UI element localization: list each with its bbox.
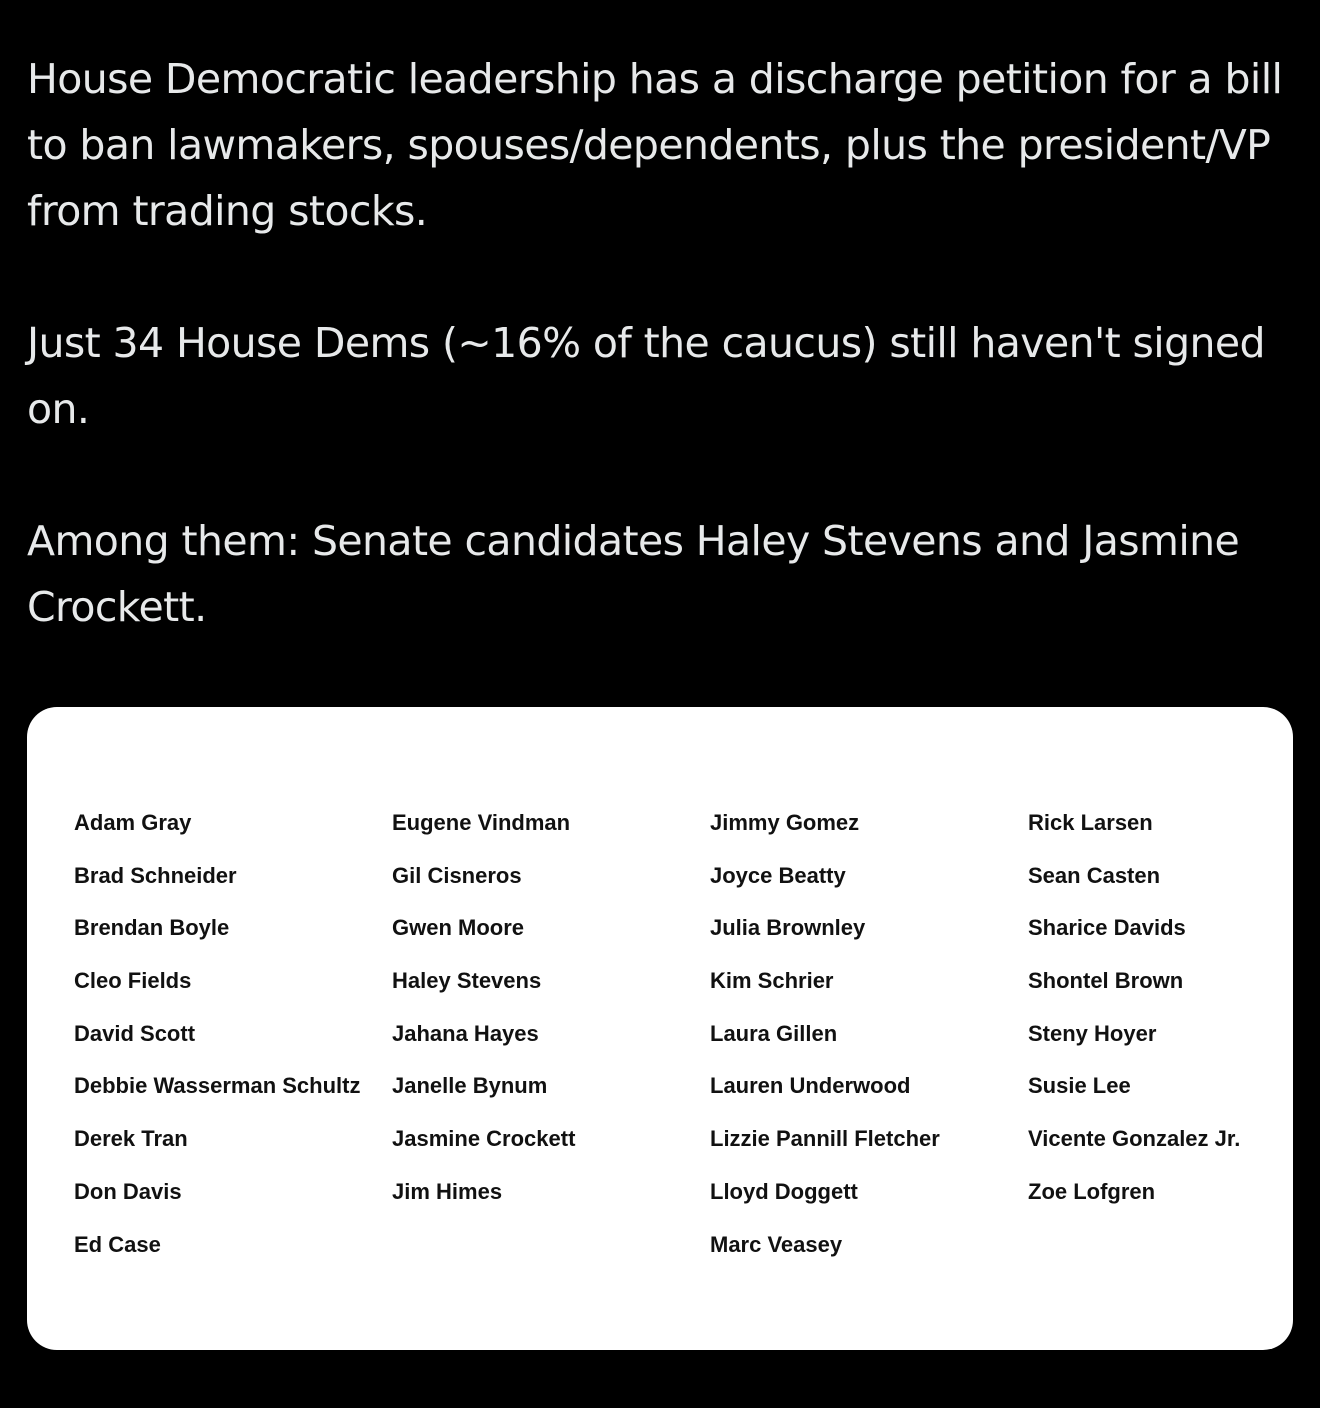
- member-name: Brad Schneider: [74, 862, 237, 888]
- names-column-2: [392, 811, 575, 1233]
- member-name: Jasmine Crockett: [392, 1126, 576, 1152]
- member-name: Jahana Hayes: [392, 1020, 539, 1046]
- member-name: Lizzie Pannill Fletcher: [710, 1126, 940, 1152]
- member-name: Derek Tran: [74, 1126, 188, 1152]
- member-name: Kim Schrier: [710, 968, 834, 994]
- member-name: Lauren Underwood: [710, 1073, 911, 1099]
- member-name: Julia Brownley: [710, 915, 866, 941]
- member-name: Steny Hoyer: [1028, 1020, 1157, 1046]
- attached-image[interactable]: [27, 707, 1293, 1350]
- post-paragraph: House Democratic leadership has a discharge petition for a bill to ban lawmakers, spouses/dependents, plus the president/VP from trading stocks.: [27, 55, 1283, 235]
- post-text: [27, 46, 1302, 640]
- member-name: Marc Veasey: [710, 1231, 843, 1257]
- names-column-1: [74, 811, 360, 1285]
- member-name: Rick Larsen: [1028, 810, 1153, 835]
- names-column-4: [1028, 811, 1240, 1233]
- member-name: Janelle Bynum: [392, 1073, 548, 1099]
- post-paragraph: Among them: Senate candidates Haley Stevens and Jasmine Crockett.: [27, 517, 1240, 631]
- member-name: Debbie Wasserman Schultz: [74, 1073, 361, 1099]
- member-name: Jimmy Gomez: [710, 810, 860, 835]
- member-name: Haley Stevens: [392, 968, 542, 994]
- member-name: Sean Casten: [1028, 862, 1161, 888]
- member-name: Gil Cisneros: [392, 862, 522, 888]
- member-name: Sharice Davids: [1028, 915, 1186, 941]
- member-name: Zoe Lofgren: [1028, 1178, 1156, 1204]
- member-name: David Scott: [74, 1020, 196, 1046]
- member-name: Susie Lee: [1028, 1073, 1131, 1099]
- member-name: Eugene Vindman: [392, 810, 571, 835]
- member-name: Cleo Fields: [74, 968, 192, 994]
- member-name: Laura Gillen: [710, 1020, 838, 1046]
- member-name: Adam Gray: [74, 810, 192, 835]
- member-name: Lloyd Doggett: [710, 1178, 858, 1204]
- member-name: Don Davis: [74, 1178, 182, 1204]
- names-column-3: [710, 811, 940, 1285]
- member-name: Joyce Beatty: [710, 862, 846, 888]
- member-name: Gwen Moore: [392, 915, 525, 941]
- member-name: Brendan Boyle: [74, 915, 230, 941]
- member-name: Ed Case: [74, 1231, 161, 1257]
- post-paragraph: Just 34 House Dems (~16% of the caucus) still haven't signed on.: [27, 319, 1265, 433]
- member-name: Jim Himes: [392, 1178, 503, 1204]
- member-name: Shontel Brown: [1028, 968, 1184, 994]
- member-name: Vicente Gonzalez Jr.: [1028, 1126, 1241, 1152]
